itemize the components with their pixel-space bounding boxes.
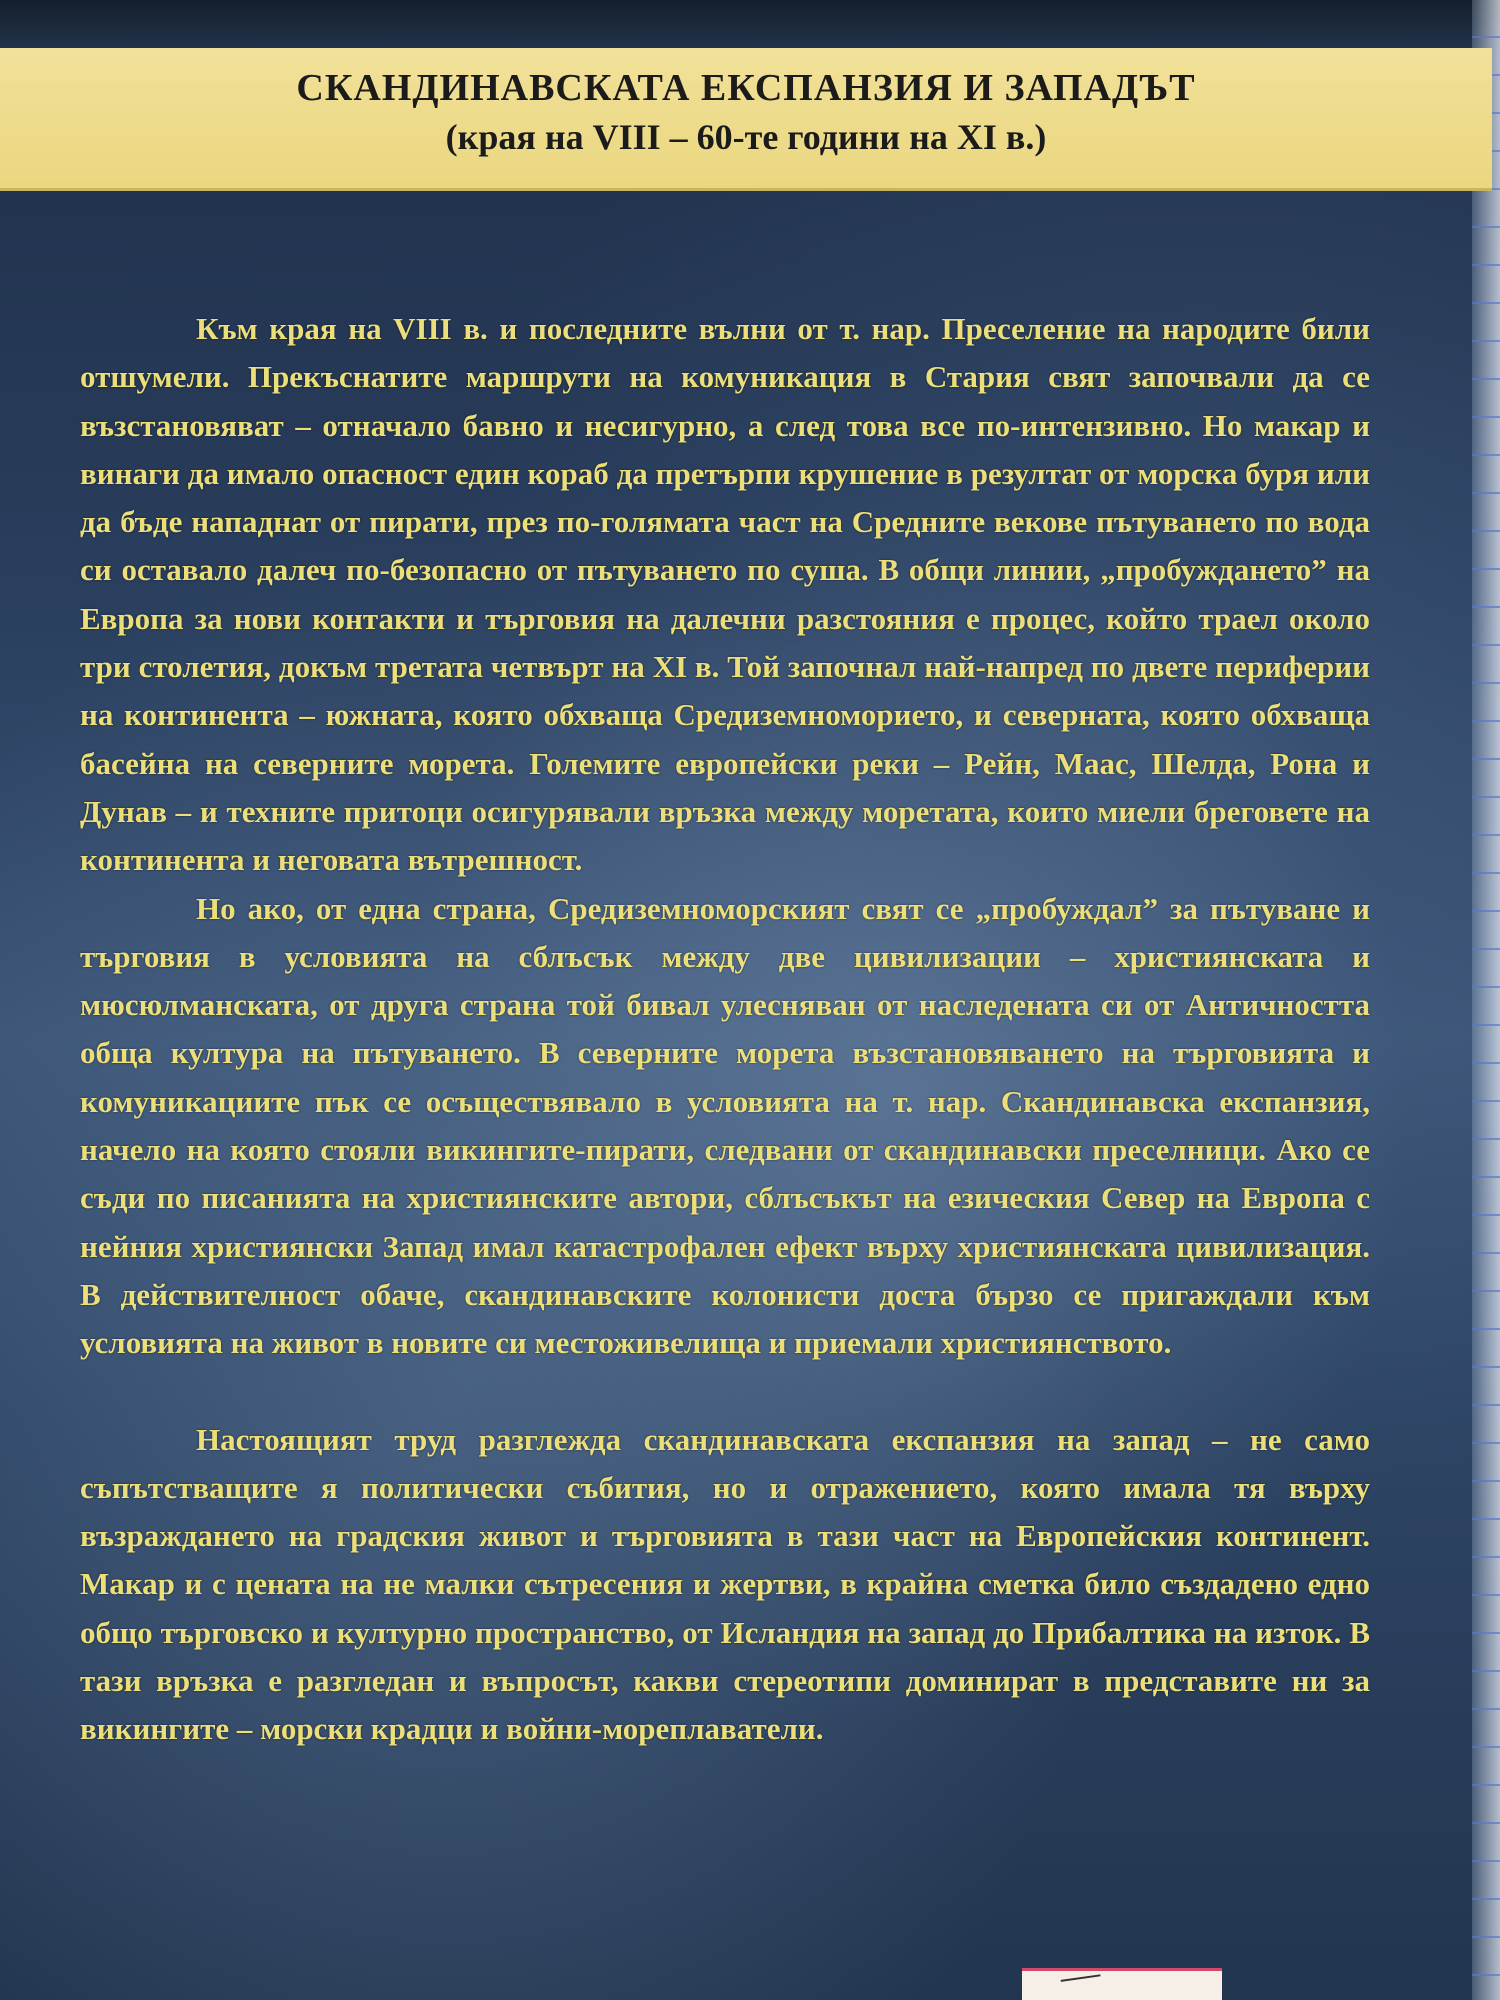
sticker-handwriting xyxy=(1061,1974,1104,2000)
book-subtitle: (края на VIII – 60-те години на XI в.) xyxy=(445,117,1047,157)
annotation-text xyxy=(80,305,1370,1754)
paragraph-1: Към края на VIII в. и последните вълни от т. нар. Преселение на народите били отшумели. Прекъснатите маршрути на комуникация в Стария свят започвали да се възстановяват – отначало бавно и несигурно, а след това все по-интензивно. Но макар и винаги да имало опасност един кораб да претърпи крушение в резултат от морска буря или да бъде нападнат от пирати, през по-голямата част на Средните векове пътуването по вода си оставало далеч по-безопасно от пътуването по суша. В общи линии, „пробуждането” на Европа за нови контакти и търговия на далечни разстояния е процес, който траел около три столетия, докъм третата четвърт на XI в. Той започнал най-напред по двете периферии на континента – южната, която обхваща Средиземноморието, и северната, която обхваща басейна на северните морета. Големите европейски реки – Рейн, Маас, Шелда, Рона и Дунав – и техните притоци осигурявали връзка между моретата, които миели бреговете на континента и неговата вътрешност. xyxy=(80,311,1370,878)
book-title: СКАНДИНАВСКАТА ЕКСПАНЗИЯ И ЗАПАДЪТ xyxy=(296,67,1196,109)
cover-top-edge xyxy=(0,0,1500,48)
paragraph-2: Но ако, от една страна, Средиземноморският свят се „пробуждал” за пътуване и търговия в условията на сблъсък между две цивилизации – християнската и мюсюлманската, от друга страна той бивал улесняван от наследената си от Античността обща култура на пътуването. В северните морета възстановяването на търговията и комуникациите пък се осъществявало в условията на т. нар. Скандинавска експанзия, начело на която стояли викингите-пирати, следвани от скандинавски преселници. Ако се съди по писанията на християнските автори, сблъсъкът на езическия Север на Европа с нейния християнски Запад имал катастрофален ефект върху християнската цивилизация. В действителност обаче, скандинавските колонисти доста бързо се пригаждали към условията на живот в новите си местоживелища и приемали християнството. xyxy=(80,890,1370,1361)
notebook-ruled-lines xyxy=(1472,0,1500,2000)
paragraph-3: Настоящият труд разглежда скандинавската експанзия на запад – не само съпътстващите я политически събития, но и отражението, която имала тя върху възраждането на градския живот и търговията в тази част на Европейския континент. Макар и с цената на не малки сътресения и жертви, в крайна сметка било създадено едно общо търговско и културно пространство, от Исландия на запад до Прибалтика на изток. В тази връзка е разгледан и въпросът, какви стереотипи доминират в представите ни за викингите – морски крадци и войни-мореплаватели. xyxy=(80,1421,1370,1747)
title-band xyxy=(0,48,1492,191)
price-sticker xyxy=(1022,1968,1222,2000)
